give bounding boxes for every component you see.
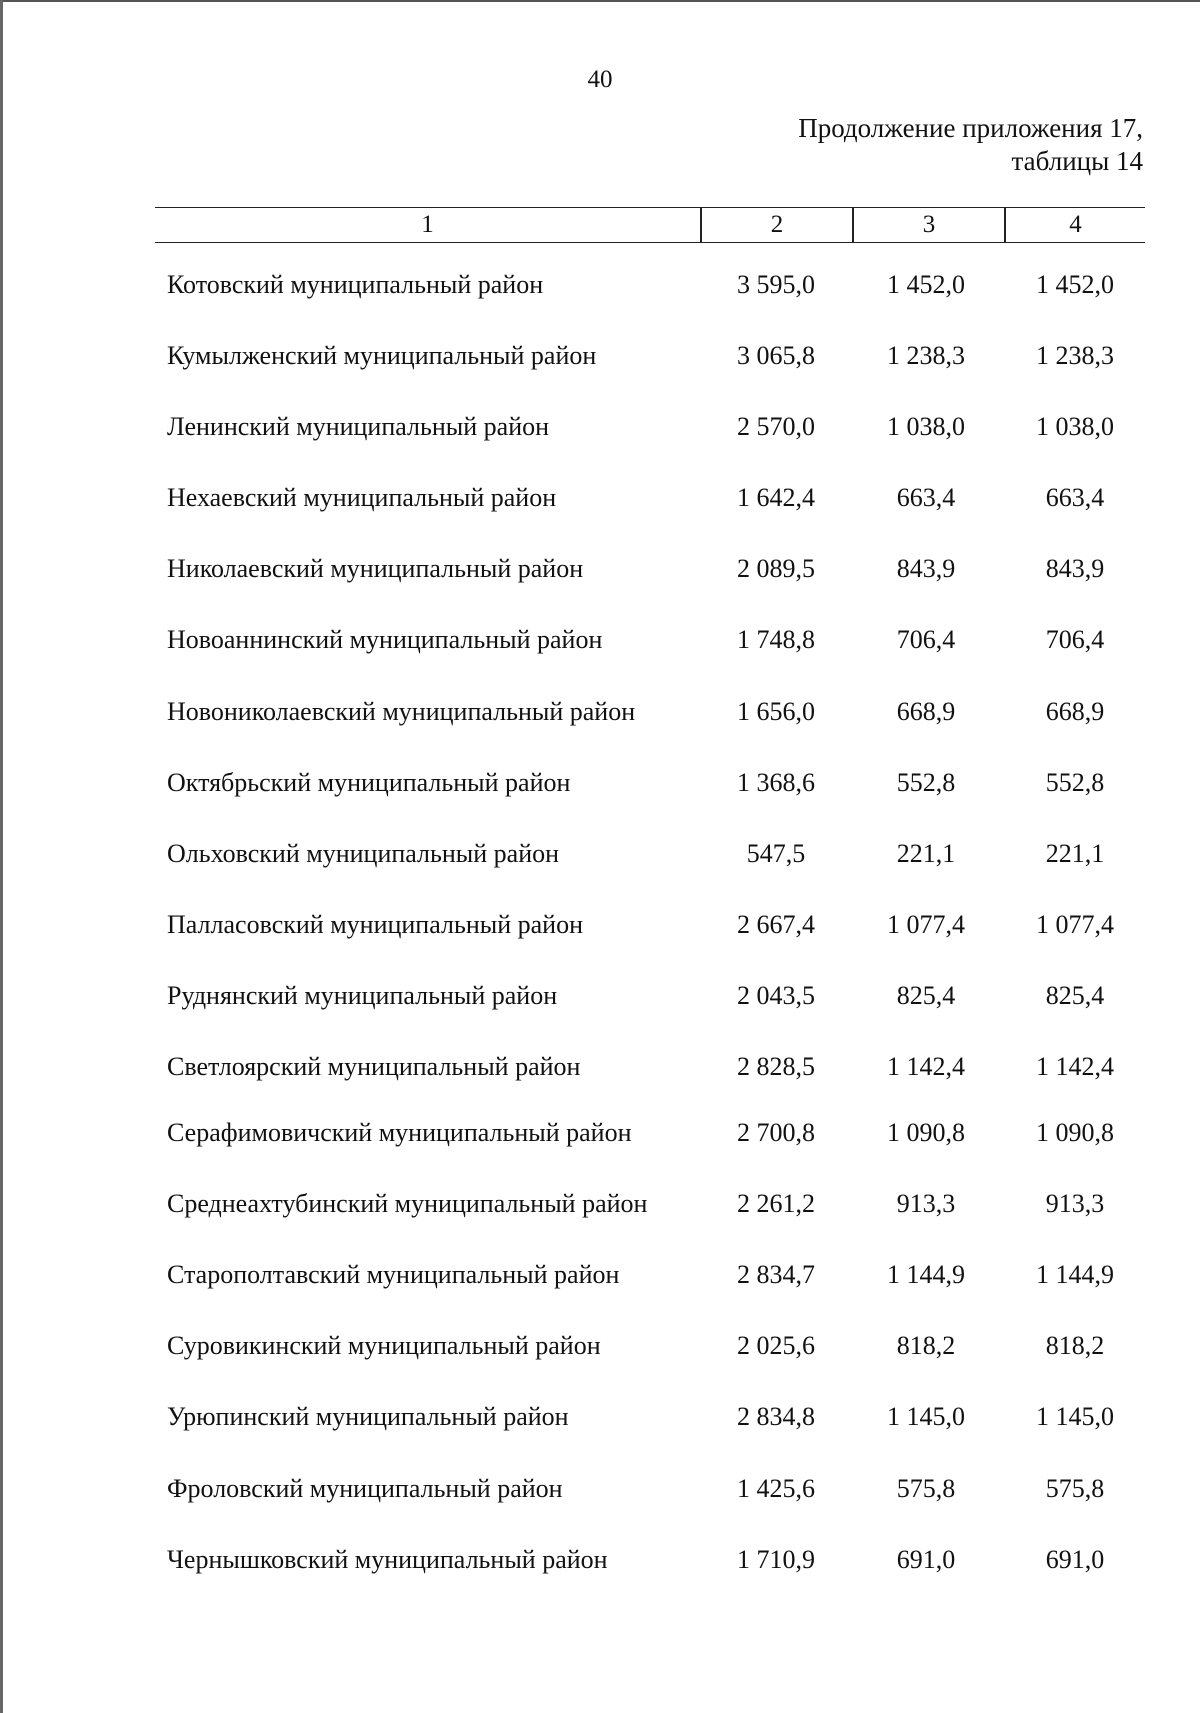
table-row [0,834,1200,874]
table-row [0,692,1200,732]
table-row [0,1113,1200,1153]
table-row [0,1326,1200,1366]
cell-col-2: 2 700,8 [737,1118,815,1147]
cell-col-4: 1 038,0 [1036,412,1114,441]
table-row [0,1397,1200,1437]
continuation-note [798,112,1143,178]
cell-col-3: 1 452,0 [887,270,965,299]
table-row [0,407,1200,447]
cell-col-3: 668,9 [896,697,956,726]
district-name: Суровикинский муниципальный район [167,1331,601,1360]
cell-col-3: 1 238,3 [887,341,965,370]
cell-col-4: 1 090,8 [1036,1118,1114,1147]
cell-col-4: 818,2 [1045,1331,1105,1360]
cell-col-3: 221,1 [896,839,956,868]
district-name: Новониколаевский муниципальный район [167,697,636,726]
cell-col-3: 1 038,0 [887,412,965,441]
cell-col-3: 913,3 [896,1189,956,1218]
cell-col-3: 1 144,9 [887,1260,965,1289]
cell-col-2: 1 425,6 [737,1474,815,1503]
district-name: Октябрьский муниципальный район [167,768,571,797]
cell-col-3: 575,8 [896,1474,956,1503]
district-name: Светлоярский муниципальный район [167,1052,581,1081]
cell-col-2: 3 595,0 [737,270,815,299]
table-row [0,976,1200,1016]
cell-col-4: 663,4 [1045,483,1105,512]
cell-col-4: 706,4 [1045,625,1105,654]
cell-col-2: 1 642,4 [737,483,815,512]
district-name: Ольховский муниципальный район [167,839,560,868]
district-name: Чернышковский муниципальный район [167,1545,608,1574]
cell-col-4: 691,0 [1045,1545,1105,1574]
cell-col-3: 825,4 [896,981,956,1010]
cell-col-2: 1 656,0 [737,697,815,726]
district-name: Ленинский муниципальный район [167,412,550,441]
cell-col-3: 1 090,8 [887,1118,965,1147]
cell-col-3: 1 077,4 [887,910,965,939]
cell-col-4: 843,9 [1045,554,1105,583]
cell-col-2: 2 025,6 [737,1331,815,1360]
cell-col-2: 2 834,7 [737,1260,815,1289]
continuation-line-2: таблицы 14 [1011,146,1143,176]
table-header [155,207,1145,243]
cell-col-3: 663,4 [896,483,956,512]
cell-col-2: 1 368,6 [737,768,815,797]
table-row [0,1184,1200,1224]
cell-col-2: 2 570,0 [737,412,815,441]
cell-col-4: 1 142,4 [1036,1052,1114,1081]
table-row [0,763,1200,803]
cell-col-4: 575,8 [1045,1474,1105,1503]
district-name: Николаевский муниципальный район [167,554,584,583]
cell-col-3: 1 145,0 [887,1402,965,1431]
cell-col-2: 2 261,2 [737,1189,815,1218]
cell-col-4: 1 145,0 [1036,1402,1114,1431]
district-name: Среднеахтубинский муниципальный район [167,1189,648,1218]
table-row [0,1255,1200,1295]
cell-col-4: 1 077,4 [1036,910,1114,939]
district-name: Палласовский муниципальный район [167,910,583,939]
page-number: 40 [587,66,613,93]
district-name: Нехаевский муниципальный район [167,483,557,512]
header-col-3: 3 [922,211,936,238]
table-row [0,1469,1200,1509]
cell-col-2: 2 834,8 [737,1402,815,1431]
header-col-1: 1 [421,211,434,238]
cell-col-2: 547,5 [746,839,806,868]
district-name: Старополтавский муниципальный район [167,1260,620,1289]
cell-col-4: 1 452,0 [1036,270,1114,299]
scan-edge-top [0,0,1200,2]
district-name: Фроловский муниципальный район [167,1474,563,1503]
cell-col-3: 843,9 [896,554,956,583]
cell-col-4: 825,4 [1045,981,1105,1010]
district-name: Новоаннинский муниципальный район [167,625,603,654]
continuation-line-1: Продолжение приложения 17, [798,113,1143,143]
table-row [0,478,1200,518]
district-name: Урюпинский муниципальный район [167,1402,569,1431]
header-col-2: 2 [770,211,784,238]
cell-col-4: 552,8 [1045,768,1105,797]
cell-col-3: 691,0 [896,1545,956,1574]
cell-col-2: 2 043,5 [737,981,815,1010]
cell-col-2: 2 089,5 [737,554,815,583]
table-row [0,620,1200,660]
cell-col-3: 818,2 [896,1331,956,1360]
table-row [0,1540,1200,1580]
cell-col-2: 2 667,4 [737,910,815,939]
cell-col-4: 668,9 [1045,697,1105,726]
cell-col-4: 913,3 [1045,1189,1105,1218]
header-col-4: 4 [1069,211,1082,238]
cell-col-3: 1 142,4 [887,1052,965,1081]
cell-col-3: 552,8 [896,768,956,797]
cell-col-2: 1 710,9 [737,1545,815,1574]
table-row [0,1047,1200,1087]
district-name: Котовский муниципальный район [167,270,544,299]
cell-col-2: 3 065,8 [737,341,815,370]
district-name: Руднянский муниципальный район [167,981,558,1010]
table-row [0,265,1200,305]
cell-col-4: 221,1 [1045,839,1105,868]
cell-col-4: 1 144,9 [1036,1260,1114,1289]
cell-col-2: 1 748,8 [737,625,815,654]
cell-col-2: 2 828,5 [737,1052,815,1081]
cell-col-3: 706,4 [896,625,956,654]
district-name: Кумылженский муниципальный район [167,341,597,370]
district-name: Серафимовичский муниципальный район [167,1118,632,1147]
table-row [0,336,1200,376]
table-row [0,905,1200,945]
cell-col-4: 1 238,3 [1036,341,1114,370]
table-row [0,549,1200,589]
